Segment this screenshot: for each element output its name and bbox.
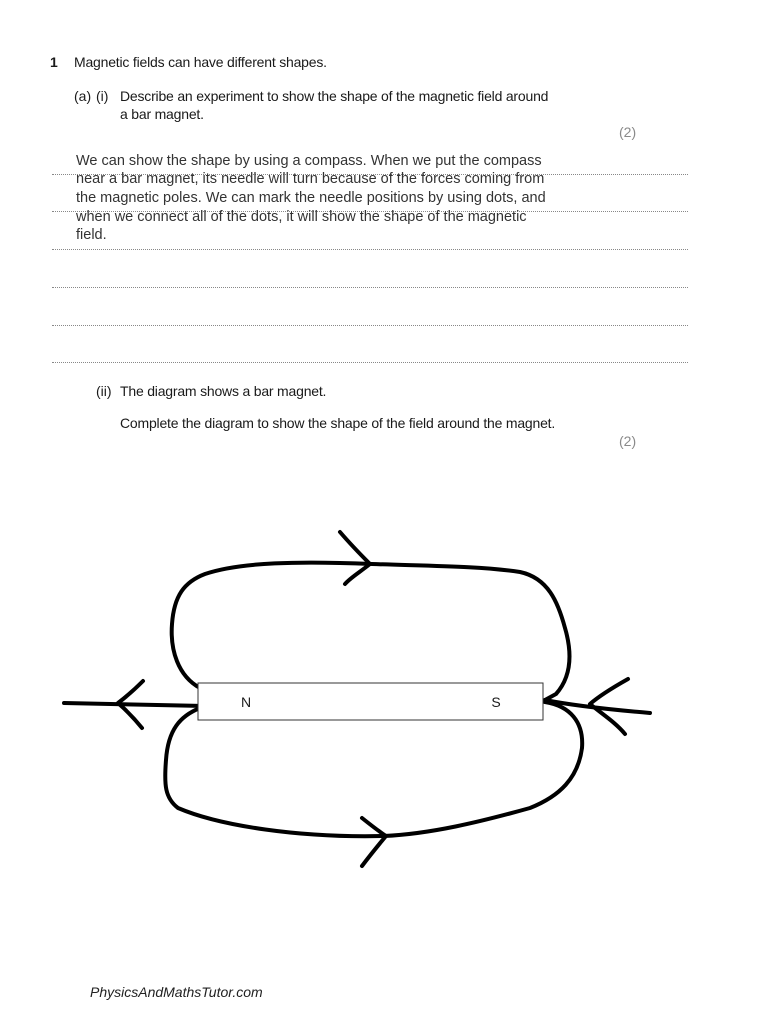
bar-magnet-diagram (0, 500, 768, 900)
sub-ii-label: (ii) (96, 383, 112, 399)
answer-ruled-line (52, 362, 688, 363)
north-pole-label: N (240, 694, 252, 710)
sub-ii-instruction: Complete the diagram to show the shape of the field around the magnet. (120, 415, 556, 431)
sub-ii-question: The diagram shows a bar magnet. (120, 383, 327, 399)
answer-text-line: near a bar magnet, its needle will turn because of the forces coming from (76, 171, 545, 187)
answer-text-line: We can show the shape by using a compass. When we put the compass (76, 153, 542, 169)
arrow-head-lower (362, 818, 386, 866)
arrow-head-right (590, 679, 628, 734)
answer-text-line: when we connect all of the dots, it will show the shape of the magnetic (76, 209, 527, 225)
field-line-lower (165, 702, 582, 836)
question-intro: Magnetic fields can have different shapes. (74, 54, 327, 70)
answer-ruled-line (52, 287, 688, 288)
answer-ruled-line (52, 325, 688, 326)
sub-ii-marks: (2) (619, 433, 637, 449)
south-pole-label: S (491, 694, 501, 710)
sub-i-question-line-2: a bar magnet. (120, 106, 204, 122)
field-line-left (64, 703, 205, 706)
sub-i-label: (i) (96, 88, 109, 104)
field-line-upper (172, 563, 570, 700)
sub-i-marks: (2) (619, 124, 637, 140)
answer-text-line: field. (76, 227, 107, 243)
answer-ruled-line (52, 249, 688, 250)
arrow-head-upper (340, 532, 370, 584)
answer-text-line: the magnetic poles. We can mark the needle positions by using dots, and (76, 190, 546, 206)
question-number: 1 (50, 54, 58, 70)
footer-source: PhysicsAndMathsTutor.com (90, 984, 263, 1000)
sub-i-question-line-1: Describe an experiment to show the shape of the magnetic field around (120, 88, 549, 104)
part-a-label: (a) (74, 88, 92, 104)
